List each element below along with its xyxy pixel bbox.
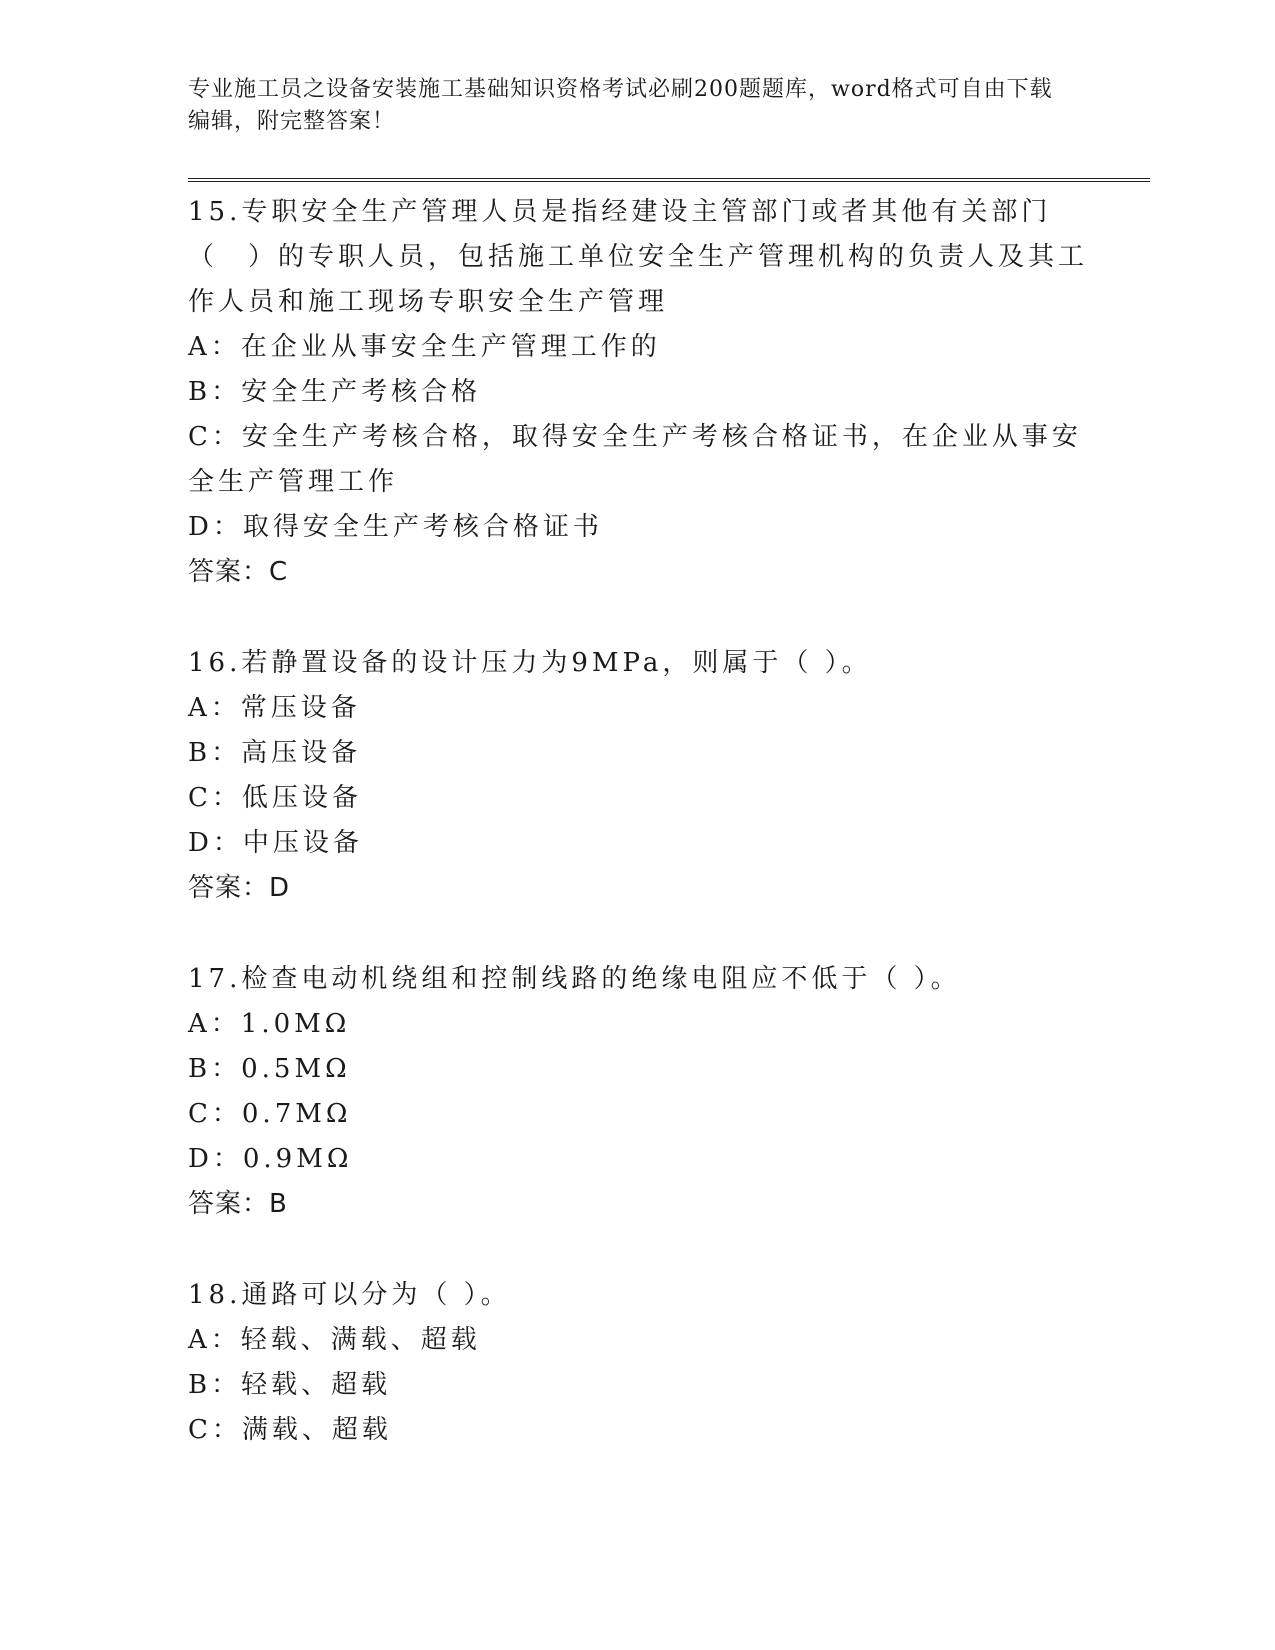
question-15 xyxy=(188,190,1088,595)
question-16 xyxy=(188,641,1088,911)
answer: 答案：B xyxy=(188,1189,288,1219)
question-stem: 17.检查电动机绕组和控制线路的绝缘电阻应不低于（ ）。 xyxy=(188,964,961,994)
option-b: B：轻载、超载 xyxy=(188,1370,392,1400)
option-a: A：在企业从事安全生产管理工作的 xyxy=(188,332,661,362)
option-d: D：取得安全生产考核合格证书 xyxy=(188,512,603,542)
option-a: A：1.0MΩ xyxy=(188,1009,351,1039)
option-d: D：0.9MΩ xyxy=(188,1144,353,1174)
option-c: C：0.7MΩ xyxy=(188,1099,352,1129)
option-a: A：轻载、满载、超载 xyxy=(188,1325,481,1355)
option-a: A：常压设备 xyxy=(188,693,361,723)
answer: 答案：C xyxy=(188,557,289,587)
option-d: D：中压设备 xyxy=(188,828,363,858)
question-stem: 16.若静置设备的设计压力为9MPa，则属于（ ）。 xyxy=(188,648,872,678)
question-list xyxy=(188,190,1088,1499)
question-17 xyxy=(188,957,1088,1227)
option-b: B：0.5MΩ xyxy=(188,1054,351,1084)
document-header: 专业施工员之设备安装施工基础知识资格考试必刷200题题库，word格式可自由下载编辑，附完整答案！ xyxy=(188,77,1053,134)
option-c: C：低压设备 xyxy=(188,783,362,813)
question-18 xyxy=(188,1273,1088,1453)
option-b: B：安全生产考核合格 xyxy=(188,377,482,407)
option-b: B：高压设备 xyxy=(188,738,362,768)
answer: 答案：D xyxy=(188,873,291,903)
option-c: C：满载、超载 xyxy=(188,1415,392,1445)
question-stem: 18.通路可以分为（ ）。 xyxy=(188,1280,511,1310)
question-stem: 15.专职安全生产管理人员是指经建设主管部门或者其他有关部门（ ）的专职人员，包括施工单位安全生产管理机构的负责人及其工作人员和施工现场专职安全生产管理 xyxy=(188,197,1089,317)
option-c: C：安全生产考核合格，取得安全生产考核合格证书，在企业从事安全生产管理工作 xyxy=(188,422,1082,497)
header-divider xyxy=(188,178,1150,182)
